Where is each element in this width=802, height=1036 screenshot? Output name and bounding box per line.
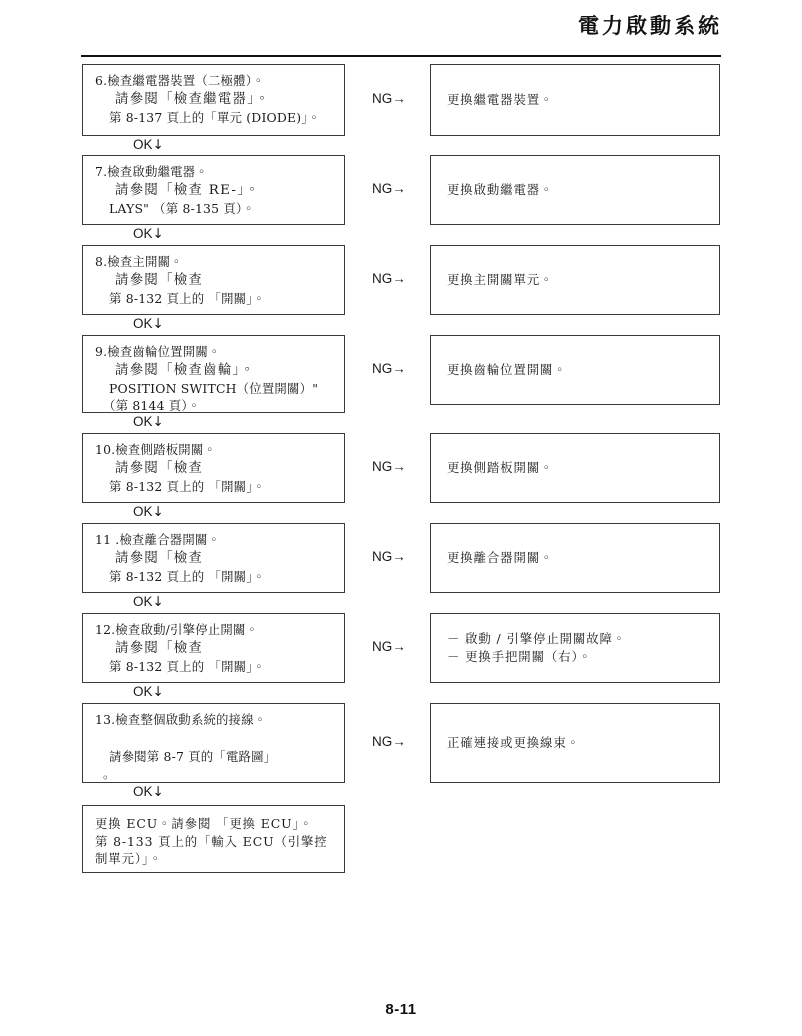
- header-divider: [81, 55, 721, 57]
- ng-action-line: 正確連接或更換線束。: [447, 735, 580, 751]
- ok-connector-label: [133, 594, 164, 610]
- down-arrow-icon: ↓: [152, 226, 164, 242]
- down-arrow-icon: ↓: [152, 316, 164, 332]
- ng-action-line: 更換啟動繼電器。: [447, 182, 554, 198]
- ng-action-box: [430, 433, 720, 503]
- check-step-line: 請參閱「檢查: [115, 640, 204, 656]
- ok-text: OK: [133, 594, 153, 609]
- down-arrow-icon: ↓: [152, 784, 164, 800]
- check-step-line: 10.檢查側踏板開關。: [95, 442, 217, 457]
- ok-text: OK: [133, 226, 153, 241]
- check-step-line: 6.檢查繼電器裝置（二極體）。: [95, 73, 265, 88]
- ng-connector-label: NG→: [372, 549, 406, 564]
- check-step-text: [83, 434, 344, 500]
- ng-action-text: [431, 181, 563, 199]
- ng-action-wrap: [431, 704, 719, 782]
- ng-action-line: 更換繼電器裝置。: [447, 92, 554, 108]
- ng-action-line: － 啟動 / 引擎停止開關故障。: [447, 631, 627, 647]
- ng-action-text: [431, 734, 590, 752]
- troubleshooting-flowchart: [0, 58, 802, 883]
- check-step-text: [83, 156, 344, 222]
- check-step-line: 第 8-137 頁上的「單元 (DIODE)」。: [109, 109, 321, 125]
- ng-connector-label: NG→: [372, 181, 406, 196]
- ng-action-wrap: [431, 524, 719, 592]
- ng-connector-label: NG→: [372, 361, 406, 376]
- check-step-line: 9.檢查齒輪位置開關。: [95, 344, 221, 359]
- check-step-line: 11 .檢查離合器開關。: [95, 532, 221, 547]
- check-step-text: [83, 524, 344, 590]
- flow-step-row: [0, 433, 802, 503]
- ng-action-box: [430, 155, 720, 225]
- ng-action-line: 更換齒輪位置開關。: [447, 362, 567, 378]
- ok-connector-label: [133, 137, 164, 153]
- flow-step-row: [0, 335, 802, 413]
- final-action-box: [82, 805, 345, 873]
- check-step-line: 第 8-132 頁上的 「開關」。: [109, 658, 266, 674]
- ng-action-wrap: [431, 336, 719, 404]
- check-step-box: [82, 245, 345, 315]
- check-step-text: [83, 246, 344, 312]
- ng-action-text: [431, 91, 563, 109]
- ng-action-box: [430, 703, 720, 783]
- ng-action-text: [431, 459, 563, 477]
- page-footer: [0, 999, 802, 1018]
- ng-connector-label: NG→: [372, 271, 406, 286]
- final-action-text: [83, 806, 344, 873]
- flow-step-row: [0, 613, 802, 683]
- ok-connector-label: [133, 504, 164, 520]
- down-arrow-icon: ↓: [152, 594, 164, 610]
- check-step-line: 請參閱「檢查 RE-」。: [115, 182, 260, 198]
- ng-action-box: [430, 613, 720, 683]
- ng-action-text: [431, 361, 577, 379]
- check-step-line: [95, 729, 334, 748]
- ok-connector-label: [133, 226, 164, 242]
- check-step-box: [82, 155, 345, 225]
- check-step-text: [83, 704, 344, 788]
- ng-action-wrap: [431, 65, 719, 135]
- ng-connector-label: NG→: [372, 459, 406, 474]
- check-step-text: [83, 614, 344, 680]
- check-step-line: 第 8-132 頁上的 「開關」。: [109, 568, 266, 584]
- ok-text: OK: [133, 137, 153, 152]
- page-number: 8-11: [385, 1001, 417, 1018]
- ok-connector-label: [133, 316, 164, 332]
- ng-connector-label: NG→: [372, 734, 406, 749]
- check-step-box: [82, 433, 345, 503]
- check-step-text: [83, 65, 344, 131]
- ng-action-text: [431, 549, 563, 567]
- flow-step-row: [0, 703, 802, 783]
- check-step-box: [82, 335, 345, 413]
- final-action-line: 第 8-133 頁上的「輸入 ECU（引擎控: [95, 833, 328, 849]
- down-arrow-icon: ↓: [152, 137, 164, 153]
- ok-connector-label: [133, 414, 164, 430]
- ng-action-line: － 更換手把開關（右）。: [447, 649, 592, 664]
- check-step-line: LAYS" （第 8-135 頁）。: [109, 200, 255, 216]
- check-step-line: 請參閱「檢查: [115, 550, 204, 566]
- ng-action-box: [430, 64, 720, 136]
- ng-connector-label: NG→: [372, 639, 406, 654]
- down-arrow-icon: ↓: [152, 684, 164, 700]
- flow-step-row: [0, 523, 802, 593]
- check-step-line: 12.檢查啟動/引擎停止開關。: [95, 622, 259, 637]
- ok-text: OK: [133, 316, 153, 331]
- ok-connector-label: [133, 684, 164, 700]
- ng-action-box: [430, 245, 720, 315]
- ng-action-wrap: [431, 434, 719, 502]
- check-step-line: 請參閱「檢查: [115, 460, 204, 476]
- ng-action-wrap: [431, 614, 719, 682]
- check-step-box: [82, 64, 345, 136]
- ok-connector-label: [133, 784, 164, 800]
- check-step-line: （第 8144 頁）。: [103, 398, 201, 414]
- check-step-line: 。: [103, 766, 116, 782]
- ok-text: OK: [133, 684, 153, 699]
- ng-action-line: 更換主開關單元。: [447, 272, 554, 288]
- check-step-line: 第 8-132 頁上的 「開關」。: [109, 290, 266, 306]
- down-arrow-icon: ↓: [152, 504, 164, 520]
- ok-text: OK: [133, 414, 153, 429]
- check-step-text: [83, 336, 344, 420]
- ng-action-box: [430, 335, 720, 405]
- ng-action-text: [431, 271, 563, 289]
- check-step-line: 7.檢查啟動繼電器。: [95, 164, 208, 179]
- check-step-line: 請參閱「檢查齒輪」。: [115, 362, 256, 378]
- check-step-line: POSITION SWITCH（位置開關）": [109, 380, 319, 396]
- flow-step-row: [0, 245, 802, 315]
- flow-step-row: [0, 64, 802, 136]
- final-action-line: 更換 ECU。請參閱 「更換 ECU」。: [95, 816, 313, 831]
- down-arrow-icon: ↓: [152, 414, 164, 430]
- check-step-box: [82, 523, 345, 593]
- check-step-line: 8.檢查主開關。: [95, 254, 183, 269]
- ok-text: OK: [133, 784, 153, 799]
- ng-connector-label: NG→: [372, 91, 406, 106]
- ng-action-line: 更換離合器開關。: [447, 550, 554, 566]
- check-step-line: 第 8-132 頁上的 「開關」。: [109, 478, 266, 494]
- flow-step-row: [0, 155, 802, 225]
- ng-action-line: 更換側踏板開關。: [447, 460, 554, 476]
- ng-action-wrap: [431, 156, 719, 224]
- ng-action-wrap: [431, 246, 719, 314]
- page-header: [0, 0, 802, 58]
- ng-action-text: [431, 630, 636, 665]
- page-title: 電力啟動系統: [578, 13, 722, 38]
- check-step-line: 請參閱第 8-7 頁的「電路圖」: [109, 748, 277, 764]
- ok-text: OK: [133, 504, 153, 519]
- check-step-box: [82, 613, 345, 683]
- final-action-line: 制單元）」。: [95, 851, 163, 867]
- check-step-box: [82, 703, 345, 783]
- check-step-line: 13.檢查整個啟動系統的接線。: [95, 712, 267, 727]
- ng-action-box: [430, 523, 720, 593]
- check-step-line: 請參閱「檢查繼電器」。: [115, 91, 270, 107]
- check-step-line: 請參閱「檢查: [115, 272, 204, 288]
